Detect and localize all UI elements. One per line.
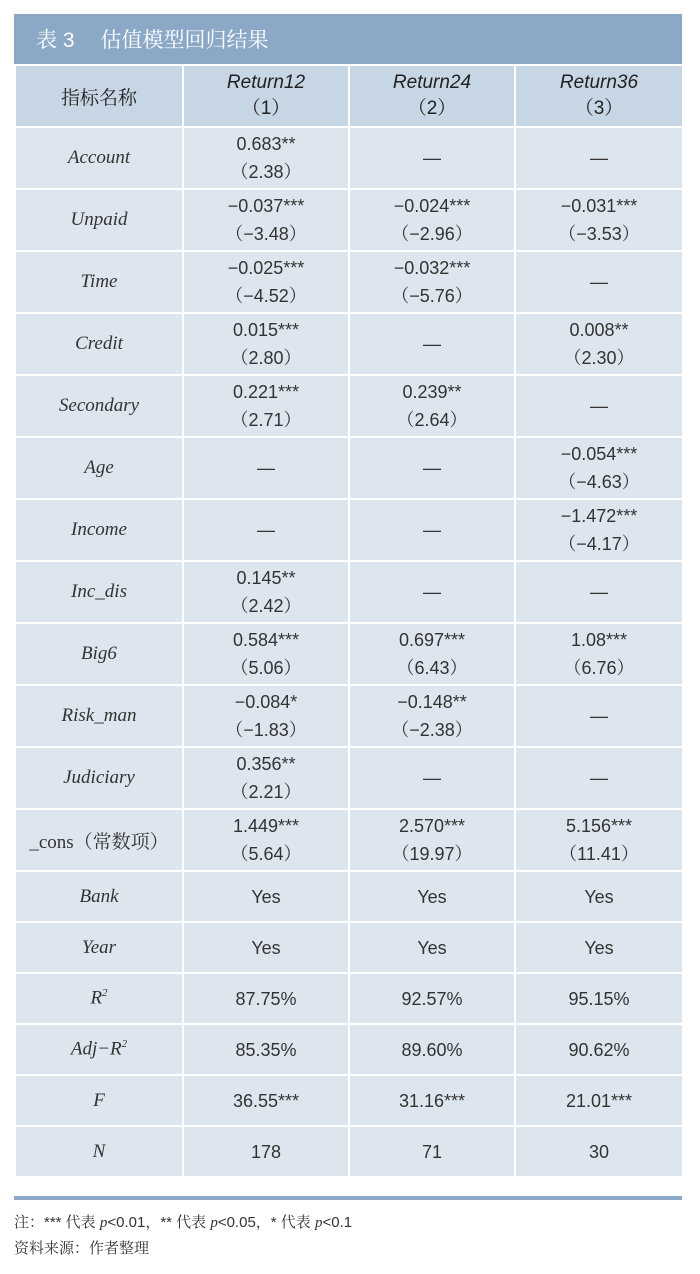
row-label: Unpaid [15,189,183,251]
coefficient: −0.054*** [560,444,638,464]
coefficient: 0.356** [236,754,296,774]
coefficient: 1.449*** [232,816,300,836]
table-title: 估值模型回归结果 [100,29,269,52]
t-statistic: （2.38） [230,162,302,182]
table-row [15,499,683,561]
row-label: Income [15,499,183,561]
table-row [15,685,683,747]
header-label: 指标名称 [15,65,183,127]
stat-row [15,1024,683,1075]
coefficient: 0.145** [236,568,296,588]
row-label: Age [15,437,183,499]
header-col-3 [515,65,683,127]
table-row [15,313,683,375]
table-cell: 178 [183,1126,349,1177]
header-col-name: Return36 [559,72,639,93]
table-cell [349,809,515,871]
t-statistic: （6.76） [563,658,635,678]
note-text: <0.01，** 代表 [107,1214,211,1231]
table-cell [349,747,515,809]
t-statistic: （−3.53） [558,224,640,244]
coefficient: — [423,458,441,478]
header-col-2 [349,65,515,127]
table-row [15,623,683,685]
table-cell [515,747,683,809]
row-label-text: F [93,1089,105,1111]
table-cell [349,313,515,375]
table-cell: Yes [515,922,683,973]
coefficient: 1.08*** [570,630,628,650]
t-statistic: （2.80） [230,348,302,368]
stat-row [15,973,683,1024]
row-label-text: Year [81,936,117,958]
t-statistic: （−2.96） [391,224,473,244]
table-cell: 92.57% [349,973,515,1024]
note-text: 注：*** 代表 [14,1214,100,1231]
coefficient: 0.584*** [232,630,300,650]
coefficient: 0.697*** [398,630,466,650]
t-statistic: （−4.63） [558,472,640,492]
table-cell [183,375,349,437]
table-cell [349,685,515,747]
table-cell [349,127,515,189]
t-statistic: （−5.76） [391,286,473,306]
table-cell [349,437,515,499]
row-label-text: Adj−R [70,1038,122,1060]
t-statistic: （2.21） [230,782,302,802]
header-col-name: Return24 [392,72,472,93]
table-cell [515,623,683,685]
t-statistic: （2.30） [563,348,635,368]
table-cell: 30 [515,1126,683,1177]
coefficient: −0.037*** [227,196,305,216]
stat-row [15,871,683,922]
header-col-1 [183,65,349,127]
table-cell: 85.35% [183,1024,349,1075]
table-row [15,251,683,313]
table-cell [515,499,683,561]
table-cell: Yes [515,871,683,922]
t-statistic: （5.64） [230,844,302,864]
table-cell: 87.75% [183,973,349,1024]
table-row [15,437,683,499]
table-cell [183,437,349,499]
t-statistic: （2.64） [396,410,468,430]
coefficient: — [590,706,608,726]
table-cell [515,313,683,375]
table-number: 表 3 [36,29,75,52]
t-statistic: （2.42） [230,596,302,616]
header-col-index: （2） [407,98,457,119]
coefficient: 5.156*** [565,816,633,836]
table-row [15,561,683,623]
table-cell: 95.15% [515,973,683,1024]
table-cell: 90.62% [515,1024,683,1075]
note-source: 资料来源：作者整理 [14,1240,150,1257]
row-label: _cons（常数项） [15,809,183,871]
table-cell [515,375,683,437]
table-cell [349,251,515,313]
table-cell [183,127,349,189]
table-cell [183,313,349,375]
coefficient: −0.032*** [393,258,471,278]
coefficient: 0.015*** [232,320,300,340]
t-statistic: （19.97） [391,844,473,864]
table-cell [515,251,683,313]
t-statistic: （−4.52） [225,286,307,306]
table-bottom-rule [14,1196,682,1200]
table-row [15,127,683,189]
coefficient: 0.008** [569,320,629,340]
stat-row [15,922,683,973]
table-cell: Yes [349,922,515,973]
coefficient: 0.239** [402,382,462,402]
row-label: Judiciary [15,747,183,809]
coefficient: — [257,520,275,540]
t-statistic: （5.06） [230,658,302,678]
t-statistic: （−2.38） [391,720,473,740]
coefficient: — [423,334,441,354]
table-cell [183,623,349,685]
coefficient: — [423,768,441,788]
row-label [15,922,183,973]
row-label: Time [15,251,183,313]
t-statistic: （11.41） [559,844,639,864]
row-label: Account [15,127,183,189]
stat-row [15,1075,683,1126]
coefficient: −0.084* [234,692,298,712]
table-cell: 71 [349,1126,515,1177]
t-statistic: （2.71） [230,410,302,430]
row-label-text: R [90,987,103,1009]
coefficient: −1.472*** [560,506,638,526]
coefficient: — [590,768,608,788]
note-p: p [210,1215,218,1231]
table-row [15,747,683,809]
coefficient: — [590,582,608,602]
table-cell [349,189,515,251]
table-title-bar [14,14,682,64]
note-p: p [314,1215,323,1231]
table-row [15,809,683,871]
table-cell [183,747,349,809]
table-row [15,375,683,437]
t-statistic: （6.43） [396,658,468,678]
row-label [15,1024,183,1075]
row-label [15,1126,183,1177]
coefficient: — [590,272,608,292]
t-statistic: （−1.83） [225,720,307,740]
table-cell [183,189,349,251]
coefficient: — [257,458,275,478]
table-cell: 21.01*** [515,1075,683,1126]
coefficient: −0.031*** [560,196,638,216]
table-cell [515,809,683,871]
regression-table [14,64,684,1178]
table-cell: 89.60% [349,1024,515,1075]
row-label: Credit [15,313,183,375]
note-p: p [99,1215,108,1231]
table-cell [515,127,683,189]
note-significance [14,1211,352,1232]
coefficient: 2.570*** [398,816,466,836]
row-label: Big6 [15,623,183,685]
coefficient: 0.221*** [232,382,300,402]
row-label-text: Bank [79,885,119,907]
header-row [15,65,683,127]
table-cell [349,499,515,561]
table-cell: 36.55*** [183,1075,349,1126]
note-text: <0.1 [322,1214,353,1231]
header-col-index: （3） [574,98,624,119]
coefficient: — [590,396,608,416]
coefficient: — [423,148,441,168]
row-label: Risk_man [15,685,183,747]
table-cell: Yes [183,871,349,922]
row-label [15,871,183,922]
table-cell [183,561,349,623]
coefficient: — [590,148,608,168]
superscript: 2 [121,1038,128,1051]
table-cell [183,499,349,561]
coefficient: 0.683** [236,134,296,154]
row-label: Secondary [15,375,183,437]
superscript: 2 [102,987,108,1000]
table-cell [349,375,515,437]
table-cell: 31.16*** [349,1075,515,1126]
coefficient: −0.148** [397,692,467,712]
coefficient: — [423,520,441,540]
table-cell [183,809,349,871]
table-row [15,189,683,251]
stat-row [15,1126,683,1177]
header-col-index: （1） [241,98,291,119]
table-cell [515,189,683,251]
t-statistic: （−3.48） [225,224,307,244]
table-cell: Yes [183,922,349,973]
t-statistic: （−4.17） [558,534,640,554]
note-text: <0.05，* 代表 [217,1214,315,1231]
table-cell [349,623,515,685]
table-cell [183,251,349,313]
coefficient: −0.025*** [227,258,305,278]
table-cell: Yes [349,871,515,922]
row-label [15,1075,183,1126]
row-label-text: N [92,1140,106,1162]
table-cell [515,437,683,499]
table-cell [515,561,683,623]
table-cell [349,561,515,623]
table-cell [515,685,683,747]
table-cell [183,685,349,747]
row-label [15,973,183,1024]
row-label: Inc_dis [15,561,183,623]
coefficient: −0.024*** [393,196,471,216]
header-col-name: Return12 [226,72,306,93]
coefficient: — [423,582,441,602]
